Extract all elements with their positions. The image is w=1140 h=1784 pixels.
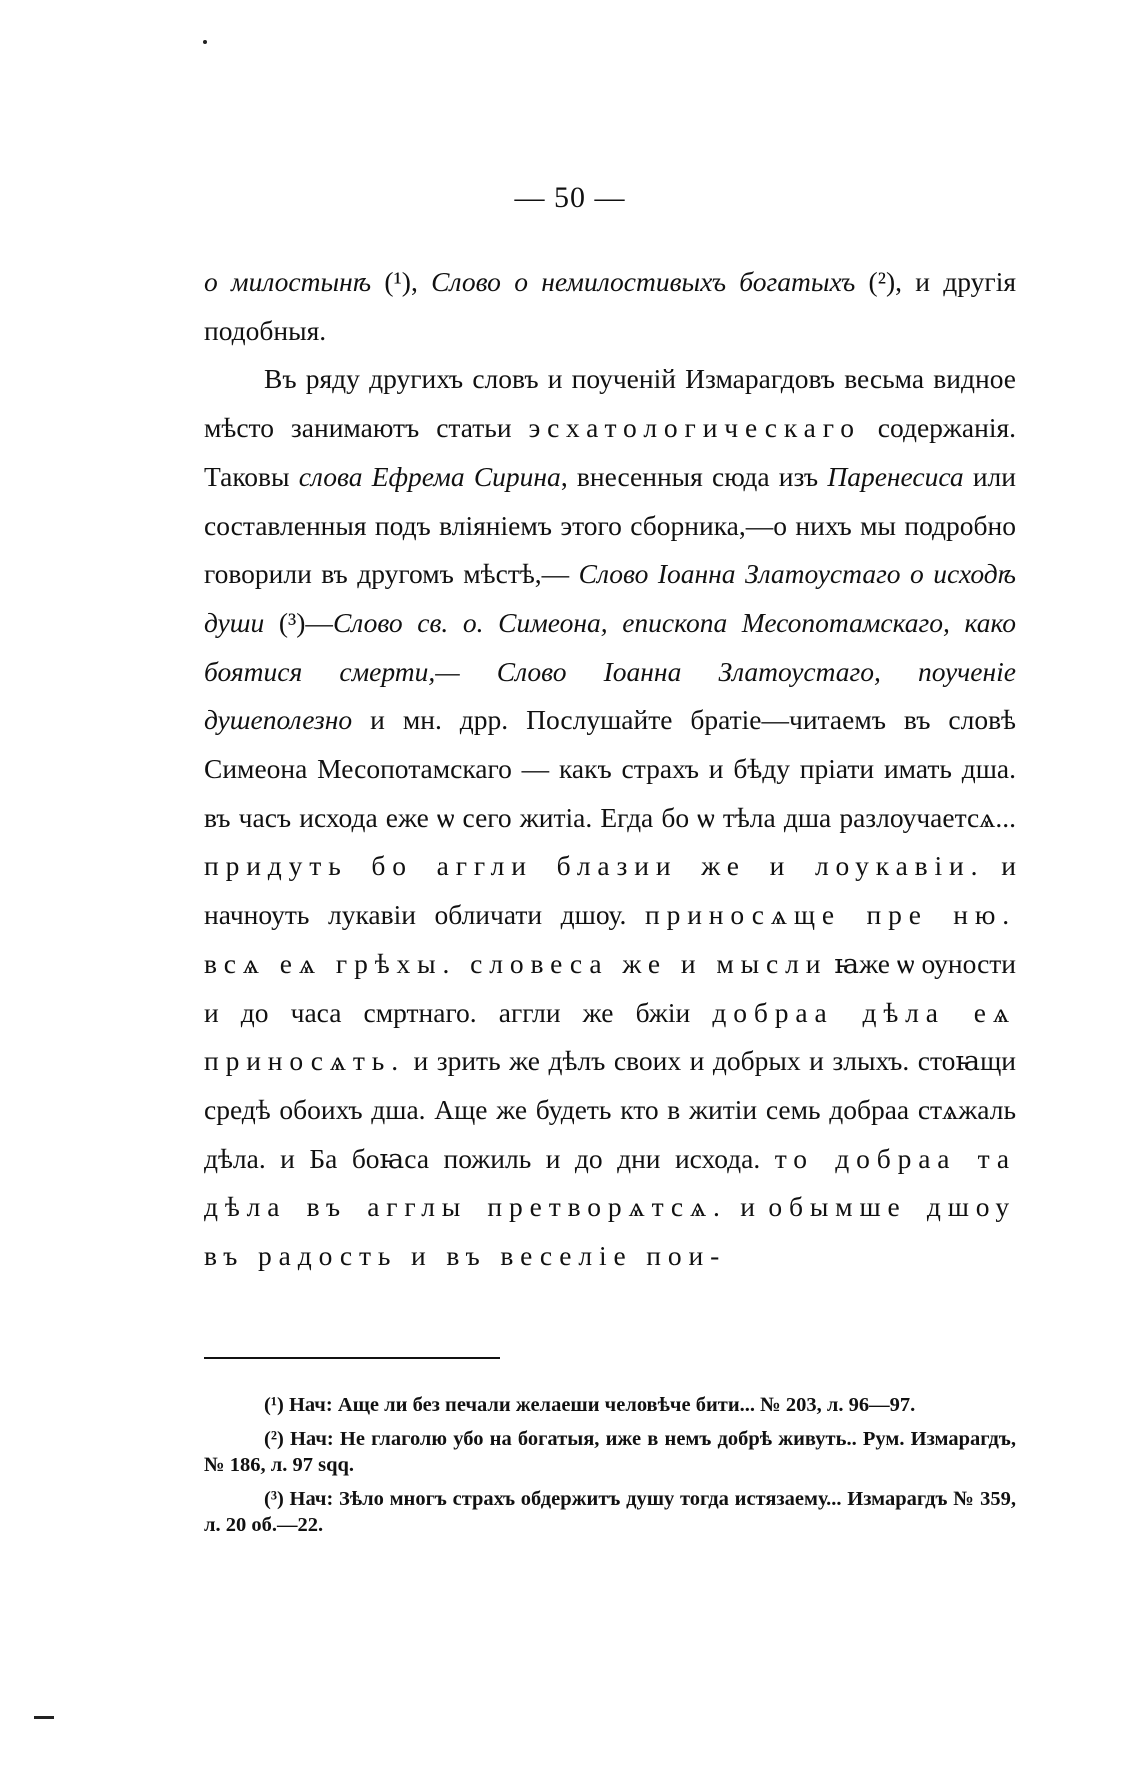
margin-mark [34,1716,54,1719]
footnote-text: Нач: Аще ли без печали желаеши человѣче бити... № 203, л. 96—97. [283,1394,916,1416]
slavonic-quote: и [726,1191,769,1223]
slavonic-spaced-quote: добраа дѣла еѧ приносѧть. [204,996,1016,1077]
text-run: , внесенныя сюда изъ [560,460,828,492]
title-italic: Паренесиса [827,460,964,492]
paragraph-1 [204,258,1016,355]
text-run: и мн. дрр. Послушайте братіе—читаемъ въ словѣ Симеона Месопотамскаго — какъ страхъ и бѣду пріати имать дша. въ часъ исхода еже ѡ сего житіа. Егда бо ѡ тѣла дша разлоучаетсѧ... [204,704,1016,833]
title-italic: Слово св. о. Симеона, епископа Месопотамскаго, како боятися смерти,— Слово Іоанна Златоустаго, поученіе душеполезно [204,606,1017,736]
text-run: (²), и другія подобныя. [204,266,1017,346]
spaced-term: эсхатологическаго [528,412,861,444]
footnote-marker: (²) [264,1428,284,1450]
footnote-1 [204,1392,1016,1418]
slavonic-quote: и начноуть лукавіи обличати дшоу. [204,850,1017,931]
paragraph-2 [204,355,1016,1280]
footnote-separator [204,1357,500,1359]
title-italic: Слово Іоанна Златоустаго о исходѣ души [204,558,1016,638]
title-italic: о милостынѣ [204,266,372,297]
footnote-marker: (¹) [264,1394,284,1416]
slavonic-quote: и зрить же дѣлъ своих и добрых и злыхъ. стоꙗщи средѣ обоихъ дша. Аще же будеть кто в житіи семь добраа стѧжаль дѣла. и Ба боꙗса пожиль и до дни исхода. [204,1045,1016,1174]
slavonic-spaced-quote: то добраа та дѣла въ агглы претворѧтсѧ. [204,1142,1016,1223]
text-run: или составленныя подъ вліяніемъ этого сборника,—о нихъ мы подробно говорили въ другомъ мѣстѣ,— [204,460,1016,590]
footnote-text: Нач: Зѣло многъ страхъ обдержитъ душу тогда истязаему... Измарагдъ № 359, л. 20 об.—22. [204,1488,1016,1536]
slavonic-quote: ꙗже ѡ оуности и до часа смртнаго. аггли же бжіи [204,947,1017,1028]
page-number: — 50 — [514,181,626,214]
main-text [204,258,1016,1281]
footnote-2 [204,1426,1016,1478]
slavonic-spaced-quote: обымше дшоу въ радость и въ веселіе пои- [204,1191,1017,1272]
slavonic-spaced-quote: придуть бо аггли блазии же и лоукавіи. [204,850,985,882]
text-run: Въ ряду другихъ словъ и поученій Измарагдовъ весьма видное мѣсто занимаютъ статьи [204,363,1016,444]
footnote-text: Нач: Не глаголю убо на богатыя, иже в немъ добрѣ живуть.. Рум. Измарагдъ, № 186, л. 97 sqq. [204,1428,1016,1476]
text-run: (³)— [264,606,333,638]
footnote-3 [204,1486,1016,1538]
title-italic: слова Ефрема Сирина [298,460,561,492]
text-run: содержанія. Таковы [204,412,1016,492]
title-italic: Слово о немилостивыхъ богатыхъ [431,266,856,297]
slavonic-spaced-quote: приносѧще пре ню. всѧ еѧ грѣхы. словеса же и мысли [204,899,1016,979]
footnote-marker: (³) [264,1488,284,1510]
text-run: (¹), [371,266,432,297]
ink-speck [203,40,207,44]
footnotes [204,1392,1016,1546]
